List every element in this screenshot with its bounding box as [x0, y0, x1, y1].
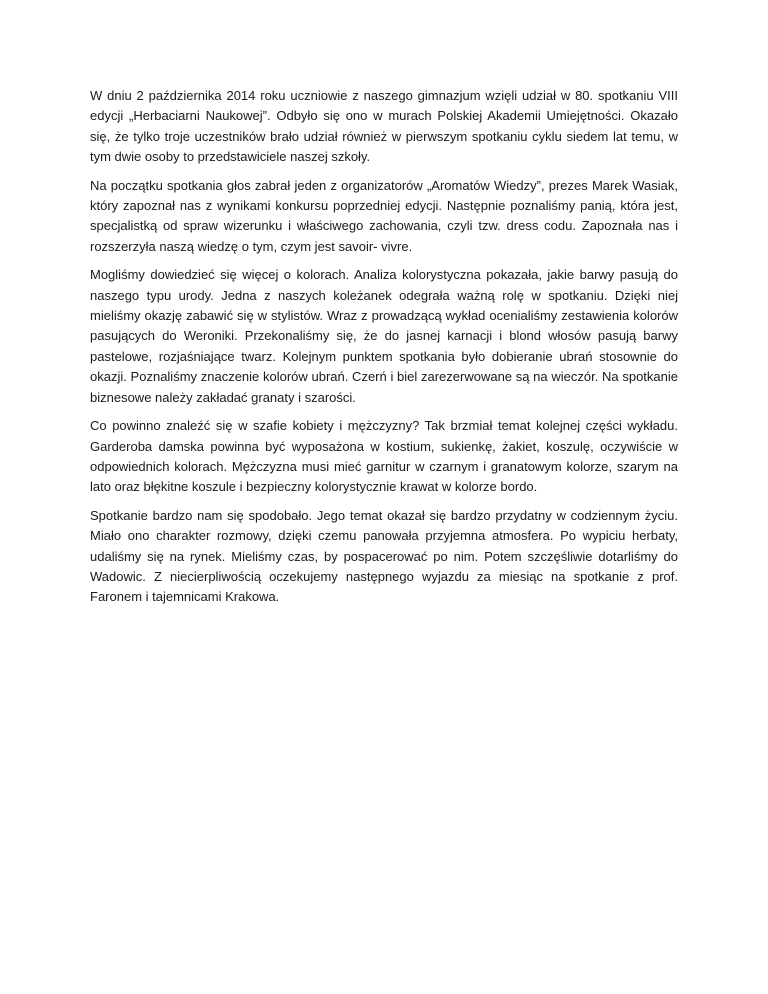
paragraph-5: Spotkanie bardzo nam się spodobało. Jego temat okazał się bardzo przydatny w codziennym życiu. Miało ono charakter rozmowy, dzięki czemu panowała przyjemna atmosfera. Po wypiciu herbaty, udaliśmy się na rynek. Mieliśmy czas, by pospacerować po nim. Potem szczęśliwie dotarliśmy do Wadowic. Z niecierpliwością oczekujemy następnego wyjazdu za miesiąc na spotkanie z prof. Faronem i tajemnicami Krakowa. — [90, 507, 678, 605]
document-body — [90, 86, 678, 616]
paragraph-4: Co powinno znaleźć się w szafie kobiety i mężczyzny? Tak brzmiał temat kolejnej części wykładu. Garderoba damska powinna być wyposażona w kostium, sukienkę, żakiet, koszulę, oczywiście w odpowiednich kolorach. Mężczyzna musi mieć garnitur w czarnym i granatowym kolorze, szarym na lato oraz błękitne koszule i bezpieczny kolorystycznie krawat w kolorze bordo. — [90, 418, 678, 495]
paragraph-2: Na początku spotkania głos zabrał jeden z organizatorów „Aromatów Wiedzy”, prezes Marek Wasiak, który zapoznał nas z wynikami konkursu poprzedniej edycji. Następnie poznaliśmy panią, która jest, specjalistką od spraw wizerunku i właściwego zachowania, czyli tzw. dress codu. Zapoznała nas i rozszerzyła naszą wiedzę o tym, czym jest savoir- vivre. — [90, 177, 678, 254]
paragraph-1: W dniu 2 października 2014 roku uczniowie z naszego gimnazjum wzięli udział w 80. spotkaniu VIII edycji „Herbaciarni Naukowej”. Odbyło się ono w murach Polskiej Akademii Umiejętności. Okazało się, że tylko troje uczestników brało udział również w pierwszym spotkaniu cyklu siedem lat temu, w tym dwie osoby to przedstawiciele naszej szkoły. — [90, 88, 678, 165]
paragraph-3: Mogliśmy dowiedzieć się więcej o kolorach. Analiza kolorystyczna pokazała, jakie barwy pasują do naszego typu urody. Jedna z naszych koleżanek odegrała ważną rolę w spotkaniu. Dzięki niej mieliśmy okazję zabawić się w stylistów. Wraz z prowadzącą wykład ocenialiśmy zestawienia kolorów pasujących do Weroniki. Przekonaliśmy się, że do jasnej karnacji i blond włosów pasują barwy pastelowe, rozjaśniające twarz. Kolejnym punktem spotkania było dobieranie ubrań stosownie do okazji. Poznaliśmy znaczenie kolorów ubrań. Czerń i biel zarezerwowane są na wieczór. Na spotkanie biznesowe należy zakładać granaty i szarości. — [90, 267, 678, 405]
